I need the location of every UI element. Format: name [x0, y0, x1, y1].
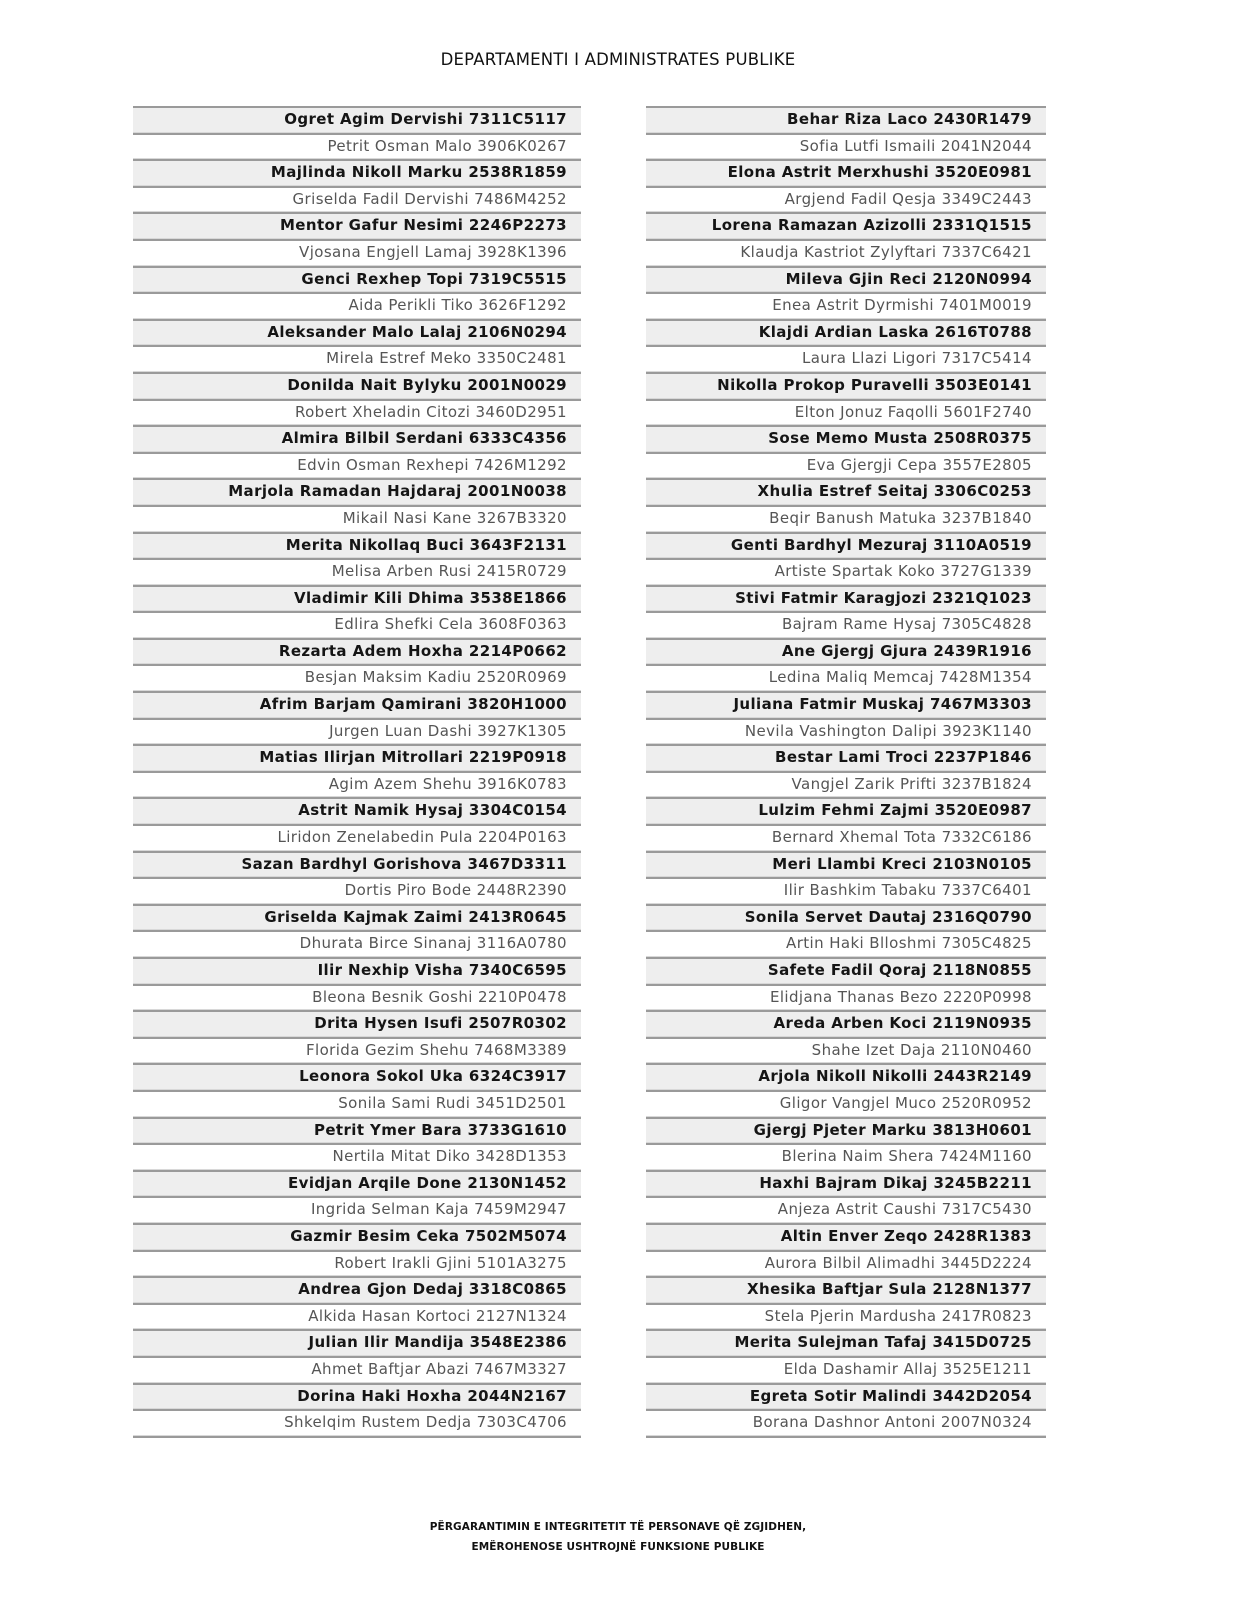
list-item: Elton Jonuz Faqolli 5601F2740	[646, 399, 1046, 426]
list-item: Donilda Nait Bylyku 2001N0029	[133, 372, 581, 399]
list-item: Bajram Rame Hysaj 7305C4828	[646, 611, 1046, 638]
list-item: Ledina Maliq Memcaj 7428M1354	[646, 664, 1046, 691]
list-item: Mentor Gafur Nesimi 2246P2273	[133, 212, 581, 239]
list-item: Borana Dashnor Antoni 2007N0324	[646, 1409, 1046, 1436]
list-item: Stivi Fatmir Karagjozi 2321Q1023	[646, 585, 1046, 612]
list-item: Mikail Nasi Kane 3267B3320	[133, 505, 581, 532]
list-item: Aleksander Malo Lalaj 2106N0294	[133, 319, 581, 346]
list-item: Petrit Osman Malo 3906K0267	[133, 133, 581, 160]
list-item: Merita Nikollaq Buci 3643F2131	[133, 532, 581, 559]
list-item: Artin Haki Blloshmi 7305C4825	[646, 930, 1046, 957]
list-item: Genci Rexhep Topi 7319C5515	[133, 266, 581, 293]
list-item: Jurgen Luan Dashi 3927K1305	[133, 718, 581, 745]
list-item: Nikolla Prokop Puravelli 3503E0141	[646, 372, 1046, 399]
list-item: Dhurata Birce Sinanaj 3116A0780	[133, 930, 581, 957]
list-item: Sonila Sami Rudi 3451D2501	[133, 1090, 581, 1117]
list-item: Sofia Lutfi Ismaili 2041N2044	[646, 133, 1046, 160]
list-item: Egreta Sotir Malindi 3442D2054	[646, 1383, 1046, 1410]
list-item: Safete Fadil Qoraj 2118N0855	[646, 957, 1046, 984]
list-item: Haxhi Bajram Dikaj 3245B2211	[646, 1170, 1046, 1197]
list-item: Nertila Mitat Diko 3428D1353	[133, 1143, 581, 1170]
list-item: Gjergj Pjeter Marku 3813H0601	[646, 1117, 1046, 1144]
list-item: Drita Hysen Isufi 2507R0302	[133, 1010, 581, 1037]
list-item: Lulzim Fehmi Zajmi 3520E0987	[646, 797, 1046, 824]
list-item: Aurora Bilbil Alimadhi 3445D2224	[646, 1250, 1046, 1277]
list-item: Altin Enver Zeqo 2428R1383	[646, 1223, 1046, 1250]
list-item: Besjan Maksim Kadiu 2520R0969	[133, 664, 581, 691]
list-item: Astrit Namik Hysaj 3304C0154	[133, 797, 581, 824]
list-item: Bleona Besnik Goshi 2210P0478	[133, 984, 581, 1011]
list-item: Robert Xheladin Citozi 3460D2951	[133, 399, 581, 426]
list-item: Dortis Piro Bode 2448R2390	[133, 877, 581, 904]
list-item: Bernard Xhemal Tota 7332C6186	[646, 824, 1046, 851]
list-item: Beqir Banush Matuka 3237B1840	[646, 505, 1046, 532]
list-item: Vangjel Zarik Prifti 3237B1824	[646, 771, 1046, 798]
list-item: Merita Sulejman Tafaj 3415D0725	[646, 1329, 1046, 1356]
list-item: Sazan Bardhyl Gorishova 3467D3311	[133, 851, 581, 878]
list-item: Sose Memo Musta 2508R0375	[646, 425, 1046, 452]
list-item: Ane Gjergj Gjura 2439R1916	[646, 638, 1046, 665]
list-item: Alkida Hasan Kortoci 2127N1324	[133, 1303, 581, 1330]
list-item: Edvin Osman Rexhepi 7426M1292	[133, 452, 581, 479]
list-item: Evidjan Arqile Done 2130N1452	[133, 1170, 581, 1197]
list-item: Shahe Izet Daja 2110N0460	[646, 1037, 1046, 1064]
list-item: Ilir Bashkim Tabaku 7337C6401	[646, 877, 1046, 904]
list-item: Meri Llambi Kreci 2103N0105	[646, 851, 1046, 878]
list-item: Artiste Spartak Koko 3727G1339	[646, 558, 1046, 585]
list-item: Marjola Ramadan Hajdaraj 2001N0038	[133, 478, 581, 505]
list-item: Andrea Gjon Dedaj 3318C0865	[133, 1276, 581, 1303]
list-item: Matias Ilirjan Mitrollari 2219P0918	[133, 744, 581, 771]
list-item: Griselda Fadil Dervishi 7486M4252	[133, 186, 581, 213]
list-item: Juliana Fatmir Muskaj 7467M3303	[646, 691, 1046, 718]
list-item: Eva Gjergji Cepa 3557E2805	[646, 452, 1046, 479]
list-item: Lorena Ramazan Azizolli 2331Q1515	[646, 212, 1046, 239]
list-item: Xhulia Estref Seitaj 3306C0253	[646, 478, 1046, 505]
list-item: Klajdi Ardian Laska 2616T0788	[646, 319, 1046, 346]
list-item: Elda Dashamir Allaj 3525E1211	[646, 1356, 1046, 1383]
list-item: Laura Llazi Ligori 7317C5414	[646, 345, 1046, 372]
list-item: Florida Gezim Shehu 7468M3389	[133, 1037, 581, 1064]
list-item: Melisa Arben Rusi 2415R0729	[133, 558, 581, 585]
list-item: Ahmet Baftjar Abazi 7467M3327	[133, 1356, 581, 1383]
list-item: Klaudja Kastriot Zylyftari 7337C6421	[646, 239, 1046, 266]
list-item: Aida Perikli Tiko 3626F1292	[133, 292, 581, 319]
list-item: Arjola Nikoll Nikolli 2443R2149	[646, 1063, 1046, 1090]
footer-text	[0, 1517, 1236, 1557]
footer-line-1: PËRGARANTIMIN E INTEGRITETIT TË PERSONAVE QË ZGJIDHEN,	[429, 1521, 807, 1533]
list-item: Shkelqim Rustem Dedja 7303C4706	[133, 1409, 581, 1436]
list-item: Nevila Vashington Dalipi 3923K1140	[646, 718, 1046, 745]
list-item: Griselda Kajmak Zaimi 2413R0645	[133, 904, 581, 931]
list-item: Elona Astrit Merxhushi 3520E0981	[646, 159, 1046, 186]
list-item: Anjeza Astrit Caushi 7317C5430	[646, 1196, 1046, 1223]
page-title: DEPARTAMENTI I ADMINISTRATES PUBLIKE	[440, 50, 796, 69]
list-item: Sonila Servet Dautaj 2316Q0790	[646, 904, 1046, 931]
list-item: Enea Astrit Dyrmishi 7401M0019	[646, 292, 1046, 319]
list-item: Ingrida Selman Kaja 7459M2947	[133, 1196, 581, 1223]
list-item: Agim Azem Shehu 3916K0783	[133, 771, 581, 798]
list-item: Afrim Barjam Qamirani 3820H1000	[133, 691, 581, 718]
list-item: Rezarta Adem Hoxha 2214P0662	[133, 638, 581, 665]
footer-line-2: EMËROHENOSE USHTROJNË FUNKSIONE PUBLIKE	[471, 1541, 765, 1553]
list-item: Argjend Fadil Qesja 3349C2443	[646, 186, 1046, 213]
list-item: Mirela Estref Meko 3350C2481	[133, 345, 581, 372]
list-item: Almira Bilbil Serdani 6333C4356	[133, 425, 581, 452]
list-item: Dorina Haki Hoxha 2044N2167	[133, 1383, 581, 1410]
list-item: Robert Irakli Gjini 5101A3275	[133, 1250, 581, 1277]
list-item: Majlinda Nikoll Marku 2538R1859	[133, 159, 581, 186]
list-item: Blerina Naim Shera 7424M1160	[646, 1143, 1046, 1170]
list-item: Vjosana Engjell Lamaj 3928K1396	[133, 239, 581, 266]
list-item: Leonora Sokol Uka 6324C3917	[133, 1063, 581, 1090]
list-item: Elidjana Thanas Bezo 2220P0998	[646, 984, 1046, 1011]
list-item: Bestar Lami Troci 2237P1846	[646, 744, 1046, 771]
left-name-list	[133, 106, 581, 1438]
list-item: Liridon Zenelabedin Pula 2204P0163	[133, 824, 581, 851]
list-item: Edlira Shefki Cela 3608F0363	[133, 611, 581, 638]
list-item: Gazmir Besim Ceka 7502M5074	[133, 1223, 581, 1250]
list-item: Areda Arben Koci 2119N0935	[646, 1010, 1046, 1037]
list-item: Stela Pjerin Mardusha 2417R0823	[646, 1303, 1046, 1330]
right-name-list	[646, 106, 1046, 1438]
list-item: Gligor Vangjel Muco 2520R0952	[646, 1090, 1046, 1117]
list-item: Genti Bardhyl Mezuraj 3110A0519	[646, 532, 1046, 559]
list-item: Behar Riza Laco 2430R1479	[646, 106, 1046, 133]
list-item: Ogret Agim Dervishi 7311C5117	[133, 106, 581, 133]
list-item: Vladimir Kili Dhima 3538E1866	[133, 585, 581, 612]
list-item: Julian Ilir Mandija 3548E2386	[133, 1329, 581, 1356]
list-item: Petrit Ymer Bara 3733G1610	[133, 1117, 581, 1144]
list-item: Mileva Gjin Reci 2120N0994	[646, 266, 1046, 293]
list-item: Xhesika Baftjar Sula 2128N1377	[646, 1276, 1046, 1303]
list-item: Ilir Nexhip Visha 7340C6595	[133, 957, 581, 984]
